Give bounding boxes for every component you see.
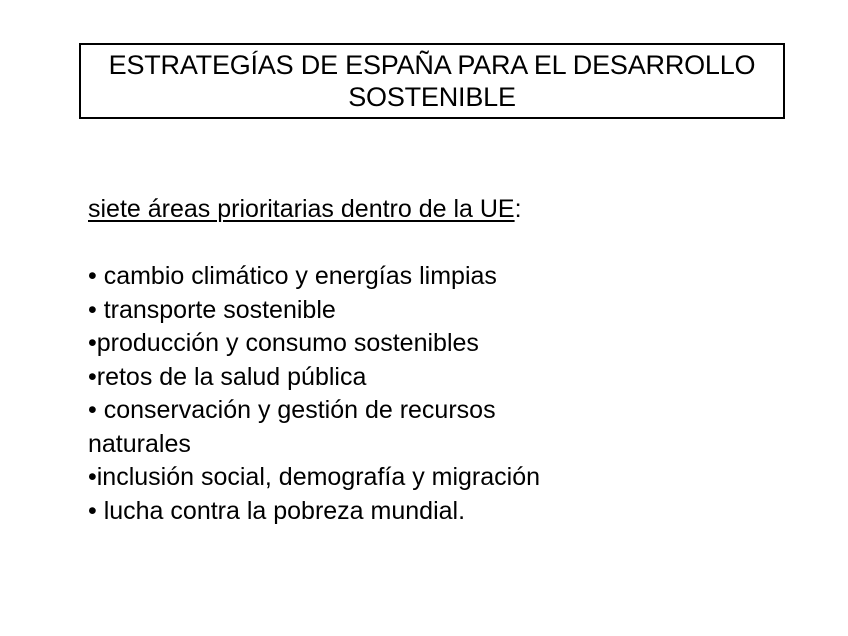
slide-title-box bbox=[79, 43, 785, 119]
list-item: •retos de la salud pública bbox=[88, 362, 367, 391]
list-item: •producción y consumo sostenibles bbox=[88, 329, 479, 357]
list-item: naturales bbox=[88, 429, 191, 458]
list-item: • cambio climático y energías limpias bbox=[88, 262, 497, 290]
section-heading-text: siete áreas prioritarias dentro de la UE bbox=[88, 195, 515, 223]
slide-title-line-1: ESTRATEGÍAS DE ESPAÑA PARA EL DESARROLLO bbox=[108, 50, 756, 80]
section-heading bbox=[88, 193, 648, 227]
list-item: • conservación y gestión de recursos bbox=[88, 396, 496, 424]
priority-areas-list bbox=[88, 260, 648, 528]
slide-body bbox=[88, 193, 648, 528]
slide-title-line-2: SOSTENIBLE bbox=[348, 82, 516, 112]
section-heading-colon: : bbox=[514, 195, 522, 223]
list-item: • transporte sostenible bbox=[88, 295, 336, 324]
list-item: • lucha contra la pobreza mundial. bbox=[88, 496, 466, 525]
list-item: •inclusión social, demografía y migración bbox=[88, 463, 541, 491]
